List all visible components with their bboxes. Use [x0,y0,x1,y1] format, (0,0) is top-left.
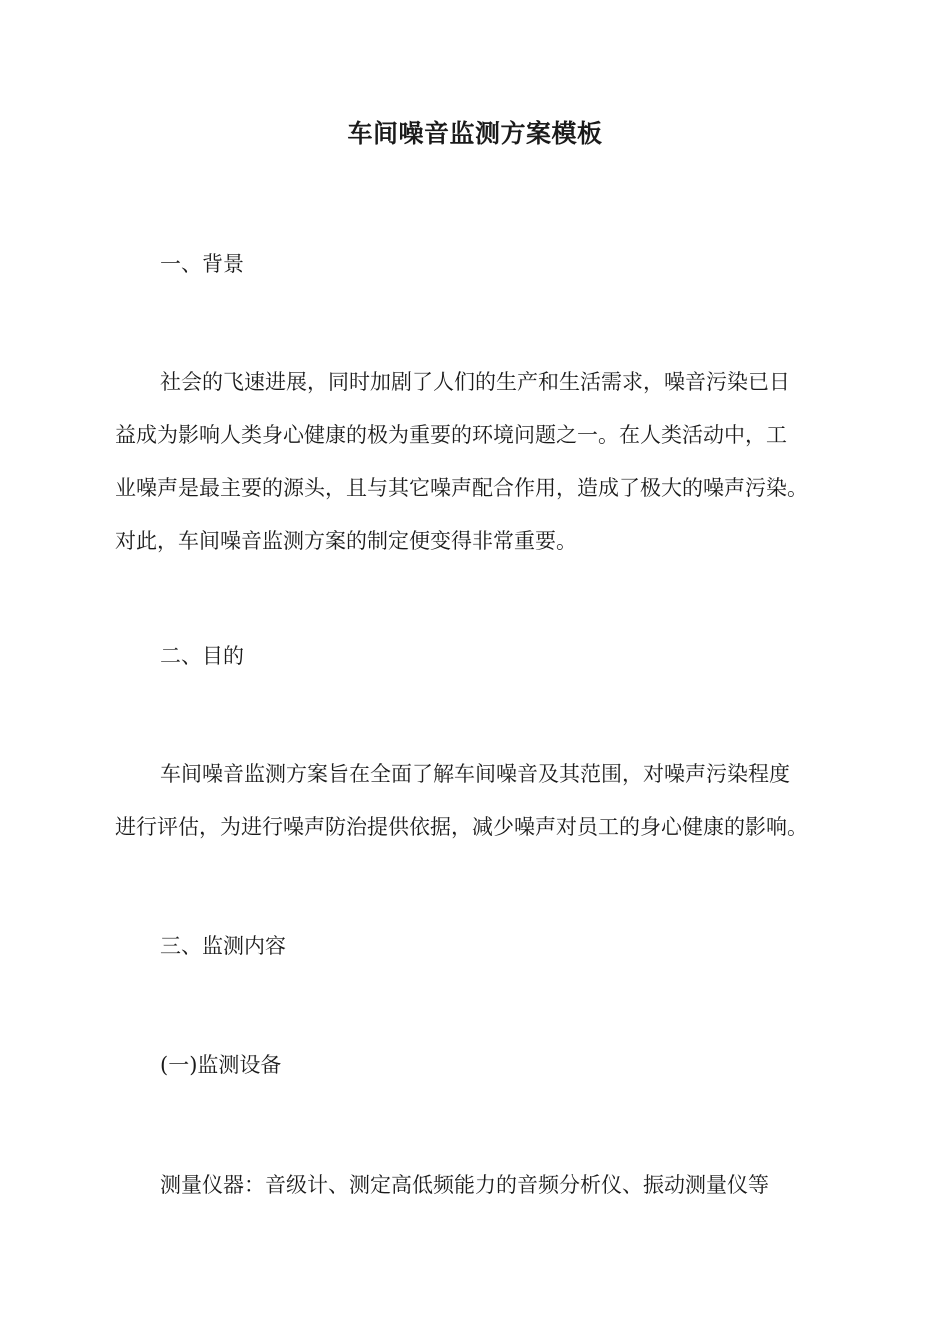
subsection-heading-equipment: (一)监测设备 [160,1053,282,1077]
paragraph-line: 益成为影响人类身心健康的极为重要的环境问题之一。在人类活动中，工 [115,423,787,447]
paragraph-line: 进行评估，为进行噪声防治提供依据，减少噪声对员工的身心健康的影响。 [115,815,808,839]
background-paragraph [115,356,850,568]
paragraph-line: 对此，车间噪音监测方案的制定便变得非常重要。 [115,529,577,553]
purpose-paragraph [115,748,850,854]
paragraph-line: 社会的飞速进展，同时加剧了人们的生产和生活需求，噪音污染已日 [160,370,790,394]
section-heading-content: 三、监测内容 [160,934,286,958]
section-heading-background: 一、背景 [160,252,244,276]
section-heading-purpose: 二、目的 [160,644,244,668]
document-title: 车间噪音监测方案模板 [347,119,603,148]
instruments-line: 测量仪器：音级计、测定高低频能力的音频分析仪、振动测量仪等 [160,1173,769,1197]
paragraph-line: 业噪声是最主要的源头，且与其它噪声配合作用，造成了极大的噪声污染。 [115,476,808,500]
paragraph-line: 车间噪音监测方案旨在全面了解车间噪音及其范围，对噪声污染程度 [160,762,790,786]
